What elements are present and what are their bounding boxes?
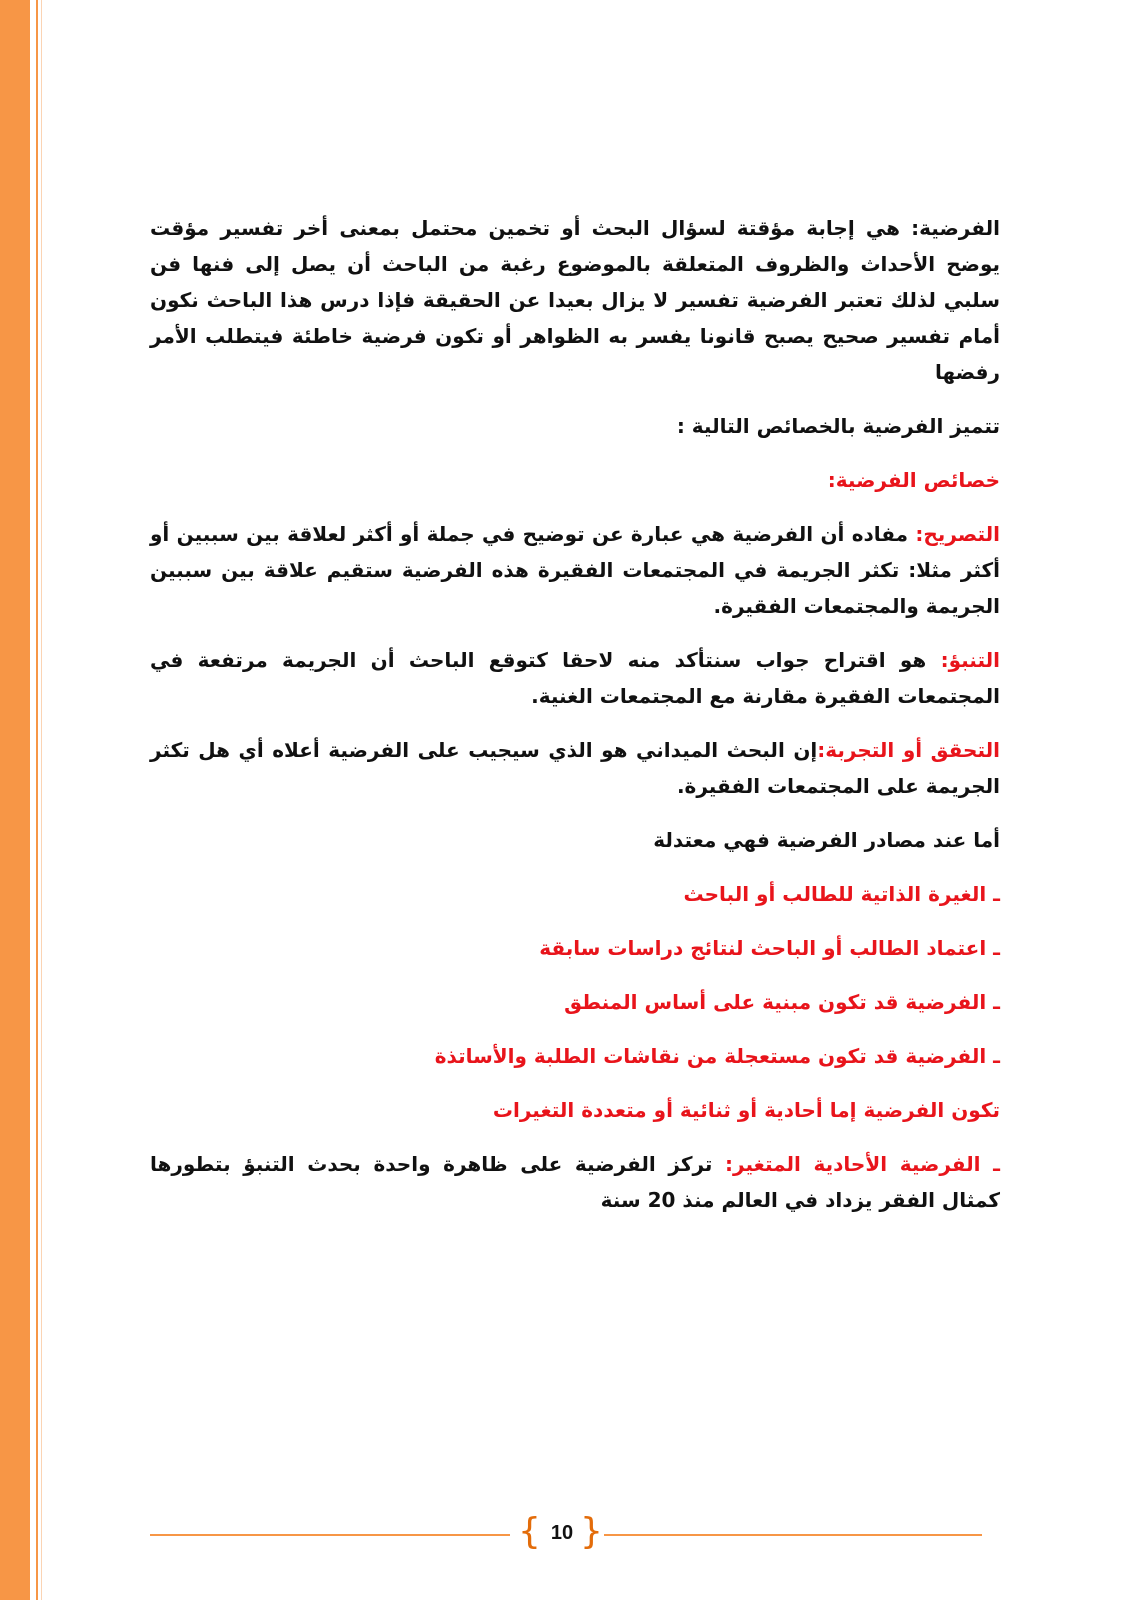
univariate-paragraph bbox=[150, 1146, 1000, 1218]
types-heading: تكون الفرضية إما أحادية أو ثنائية أو متعددة التغيرات bbox=[492, 1098, 1000, 1122]
page-side-line bbox=[36, 0, 38, 1600]
characteristic-explicitness bbox=[150, 516, 1000, 624]
page-side-bar bbox=[0, 0, 30, 1600]
characteristic-verification bbox=[150, 732, 1000, 804]
page-side-line-light bbox=[41, 0, 42, 1600]
characteristic-label: التصريح: bbox=[915, 522, 1000, 546]
characteristic-label: التنبؤ: bbox=[940, 648, 1000, 672]
characteristic-text: إن البحث الميداني هو الذي سيجيب على الفرضية أعلاه أي هل تكثر الجريمة على المجتمعات الفقيرة. bbox=[150, 738, 1000, 798]
source-item: ـ الغيرة الذاتية للطالب أو الباحث bbox=[683, 882, 1000, 906]
sources-intro: أما عند مصادر الفرضية فهي معتدلة bbox=[653, 828, 1000, 852]
page-number-bracket-right-icon: } bbox=[580, 1511, 603, 1552]
definition-paragraph bbox=[150, 210, 1000, 390]
characteristic-text: مفاده أن الفرضية هي عبارة عن توضيح في جملة أو أكثر لعلاقة بين سببين أو أكثر مثلا: تكثر الجريمة في المجتمعات الفقيرة هذه الفرضية ستقيم علاقة بين سببين الجريمة والمجتمعات الفقيرة. bbox=[150, 522, 1000, 618]
univariate-label: ـ الفرضية الأحادية المتغير: bbox=[725, 1152, 1001, 1176]
definition-text: هي إجابة مؤقتة لسؤال البحث أو تخمين محتمل بمعنى أخر تفسير مؤقت يوضح الأحداث والظروف المتعلقة بالموضوع رغبة من الباحث أن يصل إلى فنها فن سلبي لذلك تعتبر الفرضية تفسير لا يزال بعيدا عن الحقيقة فإذا درس هذا الباحث نكون أمام تفسير صحيح يصبح قانونا يفسر به الظواهر أو تكون فرضية خاطئة فيتطلب الأمر رفضها bbox=[150, 216, 1000, 384]
characteristic-text: هو اقتراح جواب سنتأكد منه لاحقا كتوقع الباحث أن الجريمة مرتفعة في المجتمعات الفقيرة مقارنة مع المجتمعات الغنية. bbox=[150, 648, 1000, 708]
definition-term: الفرضية: bbox=[911, 216, 1000, 240]
characteristic-prediction bbox=[150, 642, 1000, 714]
characteristics-intro: تتميز الفرضية بالخصائص التالية : bbox=[676, 414, 1000, 438]
characteristic-label: التحقق أو التجربة: bbox=[817, 738, 1001, 762]
univariate-text: تركز الفرضية على ظاهرة واحدة بحدث التنبؤ بتطورها كمثال الفقر يزداد في العالم منذ 20 سنة bbox=[150, 1152, 1000, 1212]
page-number-bracket-left-icon: { bbox=[518, 1511, 541, 1552]
page-number: 10 bbox=[550, 1522, 574, 1544]
page-body bbox=[150, 210, 1000, 1236]
source-item: ـ الفرضية قد تكون مستعجلة من نقاشات الطلبة والأساتذة bbox=[434, 1044, 1000, 1068]
page-footer bbox=[150, 1513, 982, 1557]
characteristics-heading: خصائص الفرضية: bbox=[827, 468, 1000, 492]
source-item: ـ الفرضية قد تكون مبنية على أساس المنطق bbox=[564, 990, 1000, 1014]
source-item: ـ اعتماد الطالب أو الباحث لنتائج دراسات سابقة bbox=[539, 936, 1000, 960]
footer-rule-right bbox=[604, 1534, 982, 1536]
footer-rule-left bbox=[150, 1534, 510, 1536]
